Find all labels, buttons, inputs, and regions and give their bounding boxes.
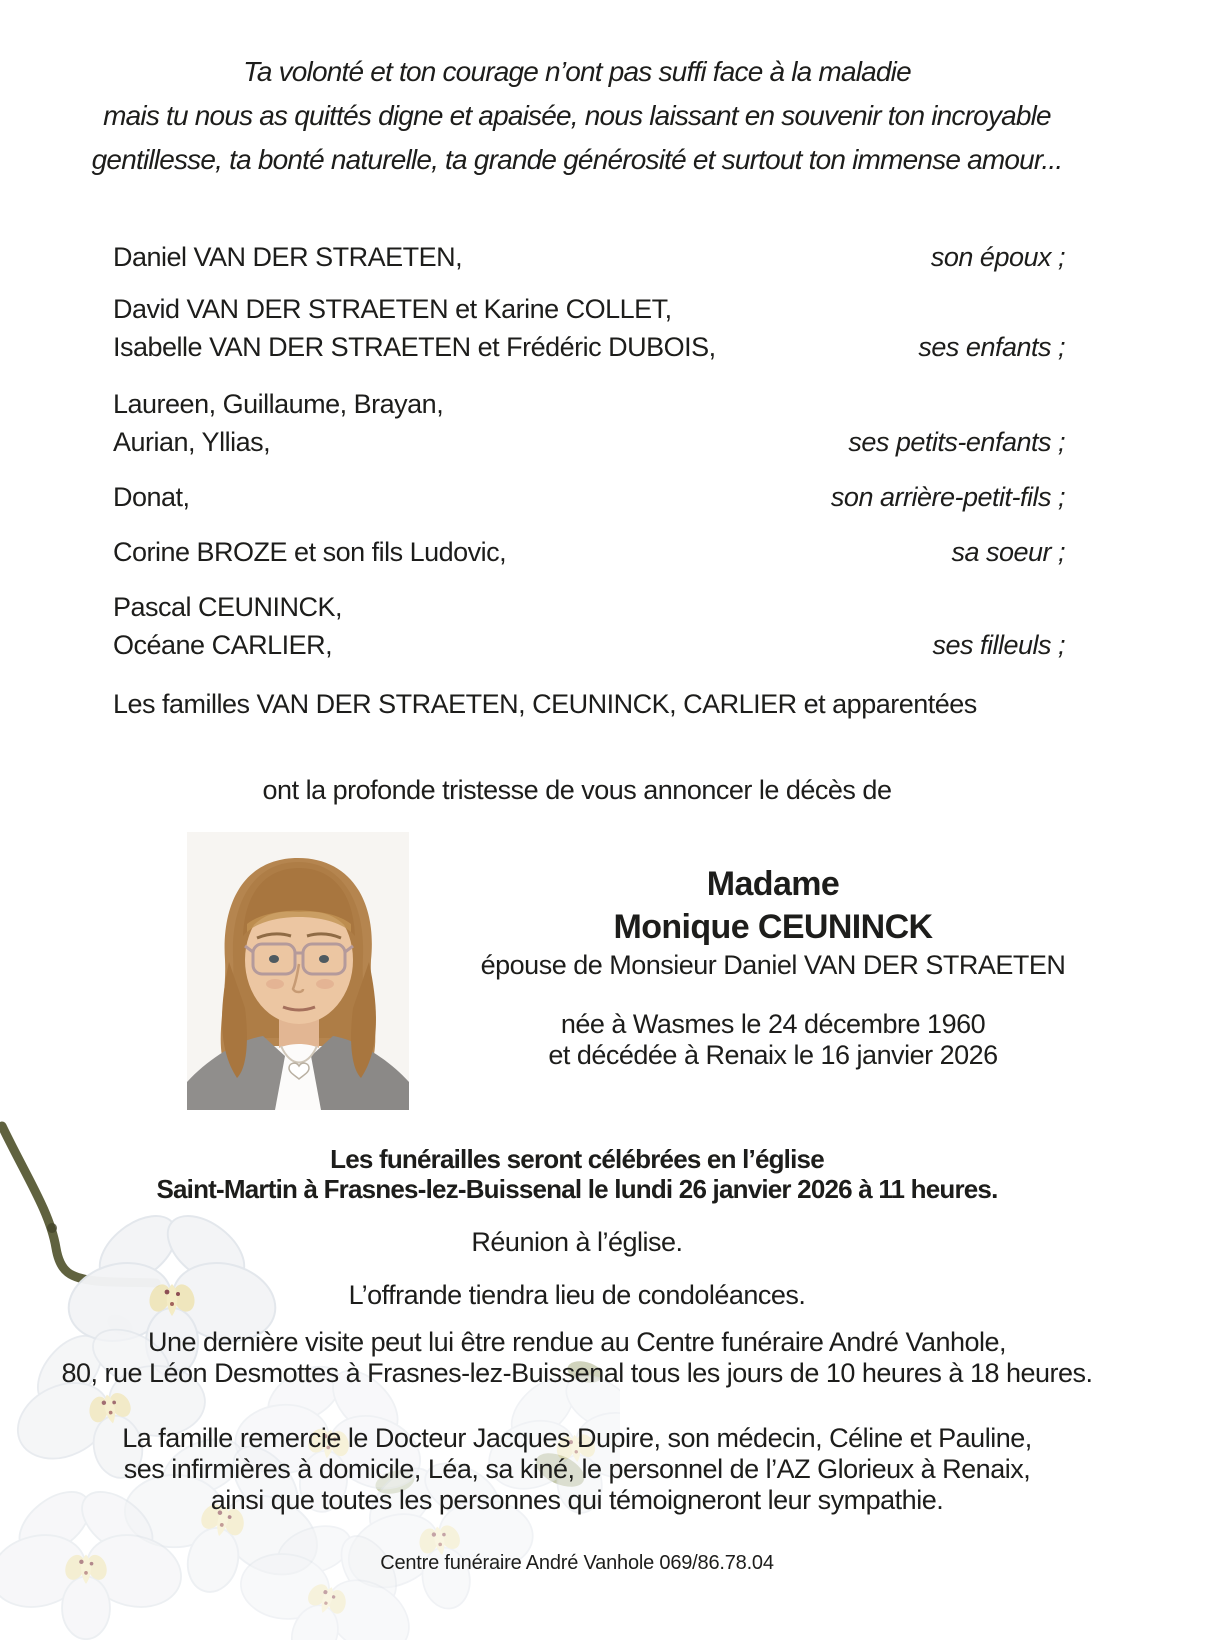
epitaph <box>0 50 1154 182</box>
family-names: Isabelle VAN DER STRAETEN et Frédéric DUBOIS, <box>113 332 716 362</box>
visit-paragraph <box>0 1327 1154 1389</box>
family-group-children <box>113 290 1065 366</box>
family-group-grandchildren <box>113 385 1065 461</box>
epitaph-line-2: mais tu nous as quittés digne et apaisée, nous laissant en souvenir ton incroyable <box>103 100 1051 131</box>
family-relation: son époux ; <box>930 242 1065 272</box>
visit-line-2: 80, rue Léon Desmottes à Frasnes-lez-Buissenal tous les jours de 10 heures à 18 heures. <box>61 1358 1093 1388</box>
family-relation: sa soeur ; <box>951 537 1065 567</box>
visit-line-1: Une dernière visite peut lui être rendue au Centre funéraire André Vanhole, <box>147 1327 1007 1357</box>
family-names: Océane CARLIER, <box>113 630 333 660</box>
family-group-sister <box>113 533 1065 571</box>
thanks-line-3: ainsi que toutes les personnes qui témoigneront leur sympathie. <box>210 1485 944 1515</box>
family-names: Corine BROZE et son fils Ludovic, <box>113 537 507 567</box>
family-relation: ses filleuls ; <box>932 630 1065 660</box>
deceased-death-line: et décédée à Renaix le 16 janvier 2026 <box>548 1040 998 1070</box>
deceased-name: Monique CEUNINCK <box>613 908 933 946</box>
epitaph-line-1: Ta volonté et ton courage n’ont pas suffi face à la maladie <box>243 56 911 87</box>
epitaph-line-3: gentillesse, ta bonté naturelle, ta grande générosité et surtout ton immense amour... <box>91 144 1063 175</box>
announcement-line: ont la profonde tristesse de vous annoncer le décès de <box>262 775 892 805</box>
family-group-spouse <box>113 238 1065 276</box>
service-announcement <box>0 1144 1154 1204</box>
portrait-photo <box>187 832 409 1110</box>
funeral-home-footer: Centre funéraire André Vanhole 069/86.78.04 <box>380 1552 774 1574</box>
family-group-great-grandson <box>113 478 1065 516</box>
offering-line: L’offrande tiendra lieu de condoléances. <box>348 1280 806 1310</box>
family-names: Donat, <box>113 482 190 512</box>
deceased-block <box>409 864 1137 1071</box>
family-relation: ses enfants ; <box>918 332 1065 362</box>
deceased-birth-line: née à Wasmes le 24 décembre 1960 <box>560 1009 986 1039</box>
families-line: Les familles VAN DER STRAETEN, CEUNINCK, CARLIER et apparentées <box>113 689 977 719</box>
thanks-paragraph <box>0 1423 1154 1516</box>
family-names: Laureen, Guillaume, Brayan, <box>113 389 444 419</box>
thanks-line-1: La famille remercie le Docteur Jacques Dupire, son médecin, Céline et Pauline, <box>122 1423 1032 1453</box>
family-names: David VAN DER STRAETEN et Karine COLLET, <box>113 294 672 324</box>
family-relation: ses petits-enfants ; <box>848 427 1065 457</box>
service-line-1: Les funérailles seront célébrées en l’église <box>330 1144 824 1174</box>
deceased-spouse-line: épouse de Monsieur Daniel VAN DER STRAETEN <box>480 950 1066 980</box>
family-relation: son arrière-petit-fils ; <box>830 482 1065 512</box>
deceased-title: Madame <box>706 865 840 903</box>
service-line-2: Saint-Martin à Frasnes-lez-Buissenal le lundi 26 janvier 2026 à 11 heures. <box>156 1174 998 1204</box>
family-names: Pascal CEUNINCK, <box>113 592 343 622</box>
eye-right <box>319 955 329 963</box>
family-names: Daniel VAN DER STRAETEN, <box>113 242 463 272</box>
eye-left <box>269 955 279 963</box>
family-list <box>113 238 1065 723</box>
meeting-line: Réunion à l’église. <box>471 1227 683 1257</box>
family-names: Aurian, Yllias, <box>113 427 271 457</box>
funeral-details <box>0 1144 1154 1516</box>
family-group-godchildren <box>113 588 1065 664</box>
thanks-line-2: ses infirmières à domicile, Léa, sa kiné, le personnel de l’AZ Glorieux à Renaix, <box>123 1454 1031 1484</box>
